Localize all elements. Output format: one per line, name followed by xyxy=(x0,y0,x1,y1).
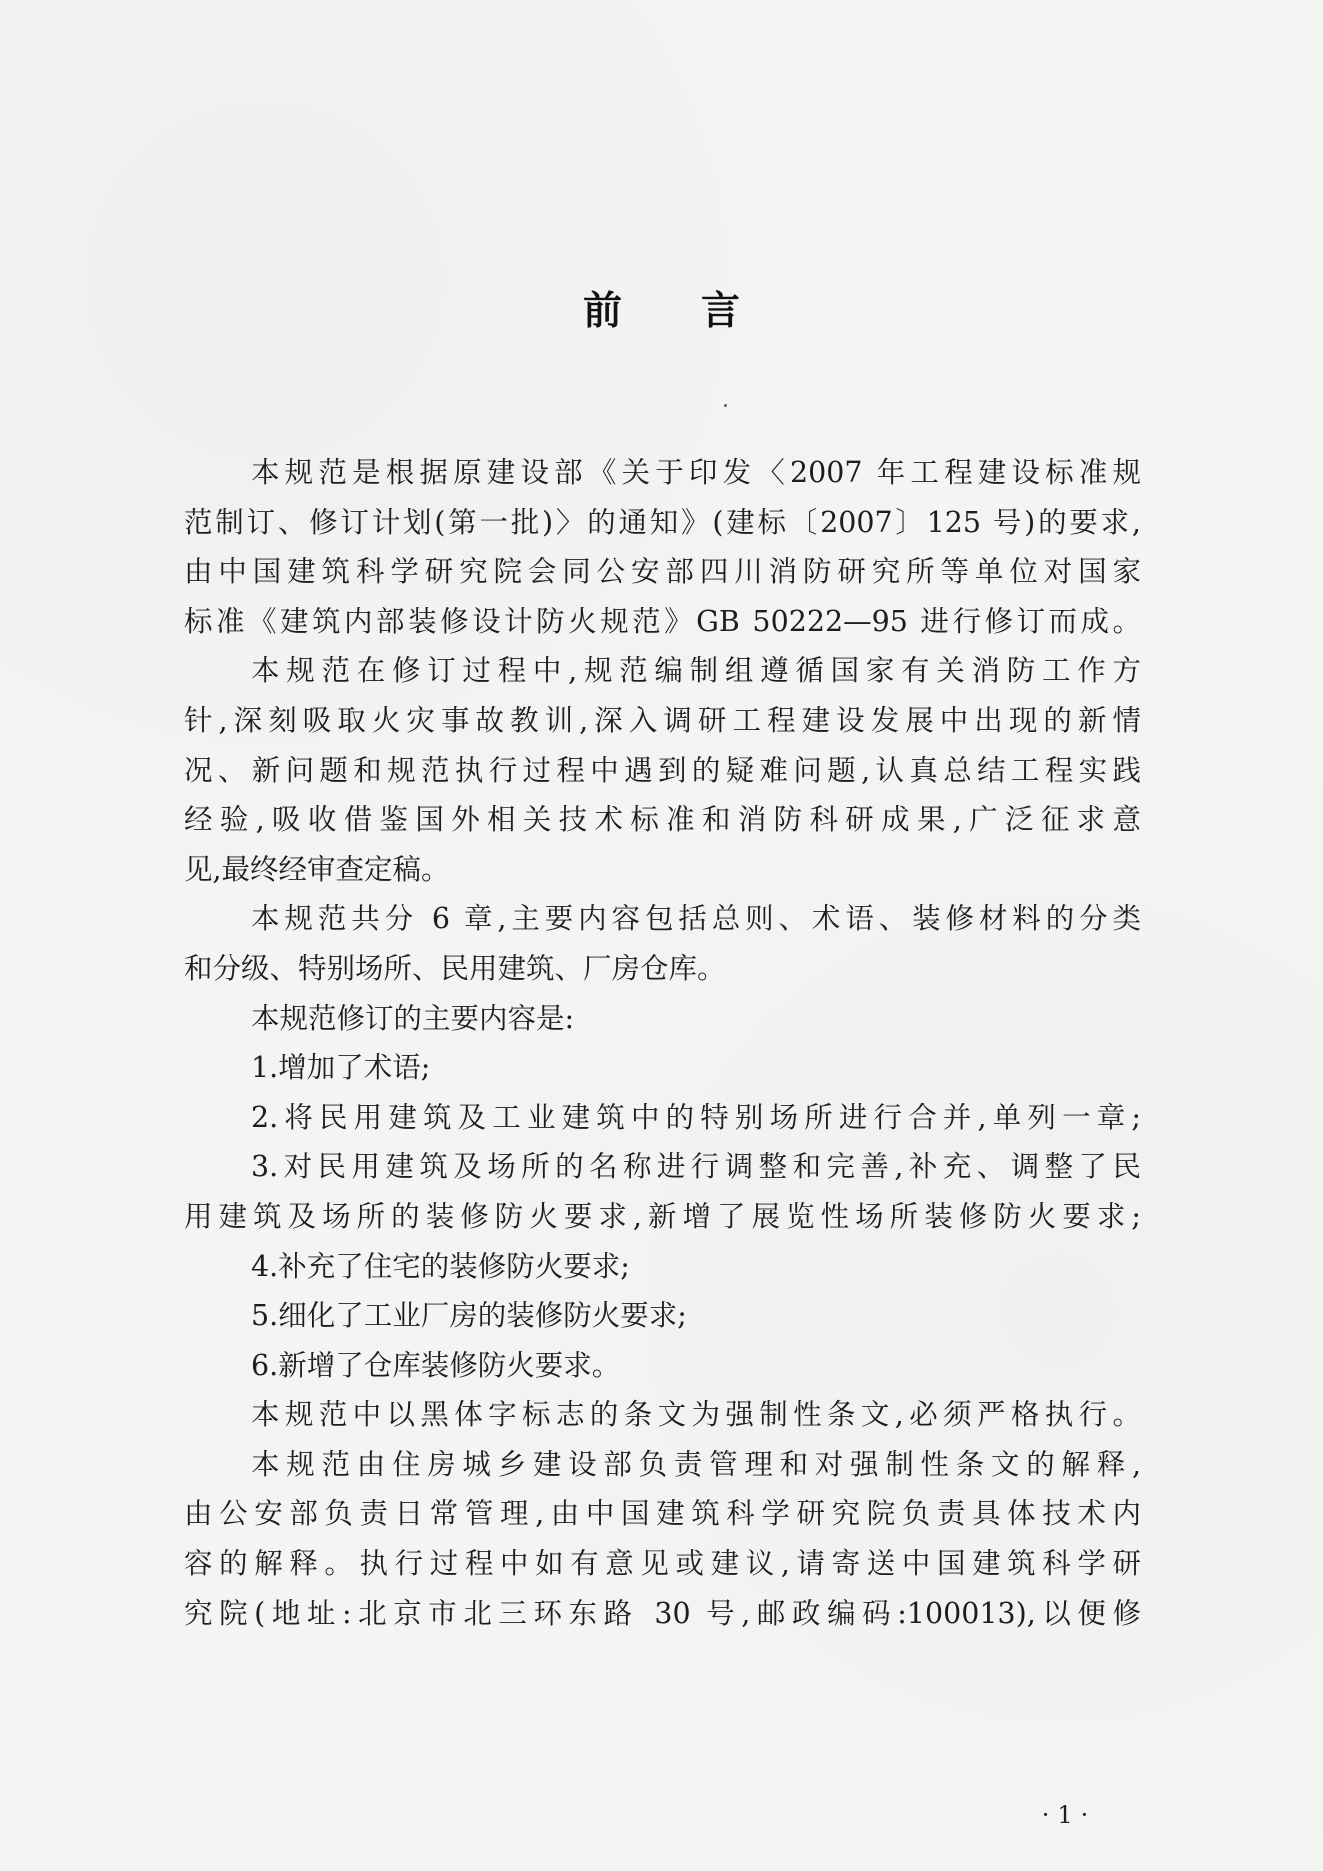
text-line: 用建筑及场所的装修防火要求,新增了展览性场所装修防火要求; xyxy=(184,1199,1141,1233)
text-line: 容的解释。执行过程中如有意见或建议,请寄送中国建筑科学研 xyxy=(184,1547,1141,1581)
text-line: 范制订、修订计划(第一批)〉的通知》(建标〔2007〕125 号)的要求, xyxy=(184,505,1141,539)
text-line: 见,最终经审查定稿。 xyxy=(184,852,450,886)
text-line: 本规范在修订过程中,规范编制组遵循国家有关消防工作方 xyxy=(251,654,1141,688)
list-item: 1.增加了术语; xyxy=(251,1051,431,1085)
text-line: 和分级、特别场所、民用建筑、厂房仓库。 xyxy=(184,951,726,985)
title-dot xyxy=(724,404,727,407)
text-line: 究院(地址:北京市北三环东路 30 号,邮政编码:100013),以便修 xyxy=(184,1596,1141,1630)
text-line: 本规范修订的主要内容是: xyxy=(251,1001,575,1035)
text-line: 由公安部负责日常管理,由中国建筑科学研究院负责具体技术内 xyxy=(184,1497,1141,1531)
text-line: 经验,吸收借鉴国外相关技术标准和消防科研成果,广泛征求意 xyxy=(184,803,1141,837)
preface-text xyxy=(184,448,1141,1638)
text-line: 本规范由住房城乡建设部负责管理和对强制性条文的解释, xyxy=(251,1447,1141,1481)
list-item: 2.将民用建筑及工业建筑中的特别场所进行合并,单列一章; xyxy=(251,1100,1141,1134)
list-item: 5.细化了工业厂房的装修防火要求; xyxy=(251,1299,687,1333)
page-title: 前言 xyxy=(582,289,819,334)
text-line: 本规范中以黑体字标志的条文为强制性条文,必须严格执行。 xyxy=(251,1398,1141,1432)
list-item: 3.对民用建筑及场所的名称进行调整和完善,补充、调整了民 xyxy=(251,1150,1141,1184)
text-line: 由中国建筑科学研究院会同公安部四川消防研究所等单位对国家 xyxy=(184,555,1141,589)
text-line: 标准《建筑内部装修设计防火规范》GB 50222—95 进行修订而成。 xyxy=(184,604,1141,638)
text-line: 本规范共分 6 章,主要内容包括总则、术语、装修材料的分类 xyxy=(251,902,1141,936)
text-line: 本规范是根据原建设部《关于印发〈2007 年工程建设标准规 xyxy=(251,456,1141,489)
list-item: 6.新增了仓库装修防火要求。 xyxy=(251,1348,621,1382)
text-line: 针,深刻吸取火灾事故教训,深入调研工程建设发展中出现的新情 xyxy=(184,703,1141,737)
page-number: ·1· xyxy=(1041,1801,1097,1829)
list-item: 4.补充了住宅的装修防火要求; xyxy=(251,1249,630,1283)
text-line: 况、新问题和规范执行过程中遇到的疑难问题,认真总结工程实践 xyxy=(184,753,1141,787)
